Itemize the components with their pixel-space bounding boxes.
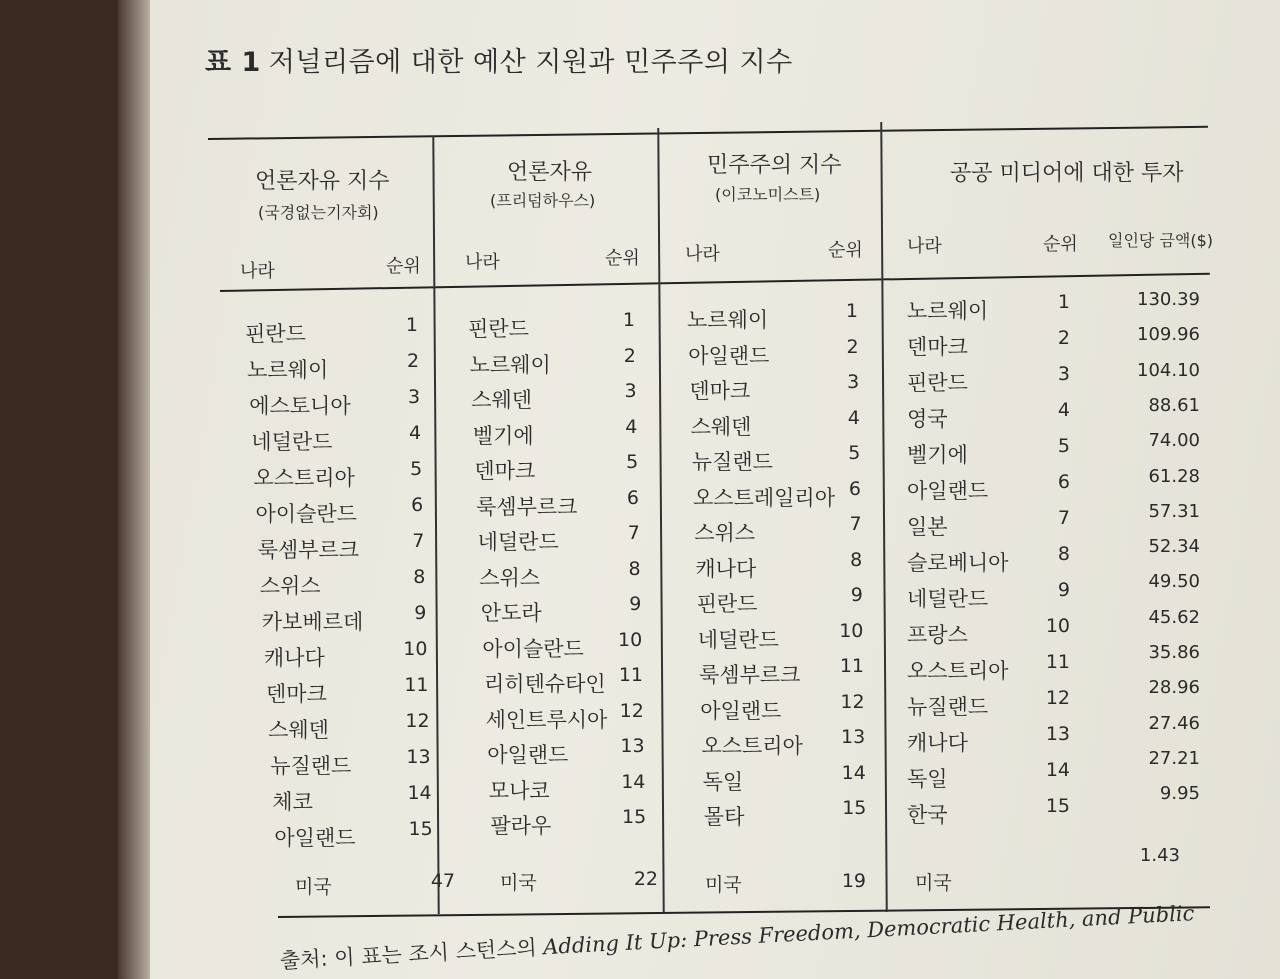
label-amount: 일인당 금액($) xyxy=(1108,231,1214,250)
country-name: 리히텐슈타인 xyxy=(484,672,606,696)
amount-value: 52.34 xyxy=(1148,536,1200,558)
rank-value: 4 xyxy=(409,422,422,444)
rank-value: 6 xyxy=(626,486,639,509)
country-name: 캐나다 xyxy=(695,556,757,581)
rank-value: 9 xyxy=(414,602,427,624)
country-name: 덴마크 xyxy=(474,459,536,483)
rank-value: 15 xyxy=(408,818,433,840)
country-name: 핀란드 xyxy=(696,592,758,616)
country-name: 아일랜드 xyxy=(274,826,356,850)
rank-value: 3 xyxy=(624,380,637,402)
country-name: 덴마크 xyxy=(266,682,327,706)
rank-value: 12 xyxy=(619,699,644,722)
rank-value: 14 xyxy=(621,770,646,793)
country-name: 오스트리아 xyxy=(907,659,1009,683)
country-name: 아일랜드 xyxy=(907,479,989,503)
amount-value: 61.28 xyxy=(1148,465,1200,487)
source-title: Adding It Up: Press Freedom, Democratic Health, and Public xyxy=(542,901,1195,960)
country-name: 스위스 xyxy=(694,521,756,545)
country-name: 에스토니아 xyxy=(249,394,351,418)
country-name: 덴마크 xyxy=(907,335,968,359)
country-name: 아일랜드 xyxy=(487,743,569,767)
rank-value: 14 xyxy=(841,761,866,784)
country-name: 네덜란드 xyxy=(907,587,989,611)
rank-value: 8 xyxy=(628,557,641,580)
rank-value: 5 xyxy=(1057,435,1070,457)
column-header: 언론자유 지수 xyxy=(255,169,390,194)
country-name: 덴마크 xyxy=(689,379,751,403)
country-name: 뉴질랜드 xyxy=(691,450,773,474)
country-name: 스웨덴 xyxy=(690,414,752,439)
rank-value: 3 xyxy=(1057,363,1070,385)
country-name: 팔라우 xyxy=(490,814,552,838)
us-country: 미국 xyxy=(500,872,537,894)
amount-value: 28.96 xyxy=(1148,677,1200,699)
rank-value: 4 xyxy=(847,406,860,429)
rank-value: 1 xyxy=(845,300,858,322)
rank-value: 8 xyxy=(413,566,426,588)
country-name: 카보베르데 xyxy=(261,610,364,634)
country-name: 아이슬란드 xyxy=(482,636,584,661)
rank-value: 10 xyxy=(839,619,864,642)
amount-value: 130.39 xyxy=(1137,289,1200,310)
rank-value: 1 xyxy=(405,314,418,336)
country-name: 일본 xyxy=(907,515,948,539)
country-name: 세인트루시아 xyxy=(485,707,608,732)
country-name: 영국 xyxy=(907,407,948,431)
rank-value: 15 xyxy=(842,797,867,819)
rank-value: 3 xyxy=(847,371,860,393)
country-name: 한국 xyxy=(907,803,948,827)
country-name: 프랑스 xyxy=(907,623,968,647)
amount-value: 9.95 xyxy=(1159,783,1200,805)
label-rank: 순위 xyxy=(1043,234,1078,255)
column-header: 언론자유 xyxy=(507,160,593,185)
country-name: 벨기에 xyxy=(472,423,534,448)
table-title-text: 저널리즘에 대한 예산 지원과 민주주의 지수 xyxy=(268,47,793,78)
country-name: 네덜란드 xyxy=(477,530,559,554)
us-rank: 22 xyxy=(633,868,658,890)
country-name: 독일 xyxy=(907,767,948,791)
rank-value: 6 xyxy=(411,494,424,516)
country-name: 슬로베니아 xyxy=(907,551,1009,575)
us-country: 미국 xyxy=(915,872,952,894)
table-title xyxy=(205,40,793,79)
table-top-rule xyxy=(208,126,1208,140)
rank-value: 14 xyxy=(407,782,432,804)
rank-value: 13 xyxy=(841,726,866,748)
country-name: 스위스 xyxy=(259,574,321,598)
country-name: 네덜란드 xyxy=(697,627,779,652)
rank-value: 6 xyxy=(848,477,861,500)
rank-value: 7 xyxy=(849,513,862,535)
us-country: 미국 xyxy=(705,874,742,896)
rank-value: 12 xyxy=(1045,687,1070,709)
us-amount: 1.43 xyxy=(1139,845,1180,866)
country-name: 노르웨이 xyxy=(907,299,989,323)
country-name: 핀란드 xyxy=(468,317,529,341)
rank-value: 2 xyxy=(846,335,859,358)
column-divider xyxy=(880,122,888,912)
column-subheader: (국경없는기자회) xyxy=(258,203,379,222)
country-name: 캐나다 xyxy=(907,731,968,755)
country-name: 오스트리아 xyxy=(701,734,803,758)
country-name: 스웨덴 xyxy=(471,388,533,412)
amount-value: 27.46 xyxy=(1148,712,1200,734)
rank-value: 11 xyxy=(1045,651,1070,673)
country-name: 뉴질랜드 xyxy=(907,695,989,719)
country-name: 룩셈부르크 xyxy=(476,494,578,519)
rank-value: 9 xyxy=(850,584,863,606)
label-rank: 순위 xyxy=(828,240,863,261)
us-rank: 19 xyxy=(841,870,866,892)
table-header-rule xyxy=(220,273,1210,292)
source-prefix: 출처: 이 표는 조시 스턴스의 xyxy=(279,935,544,973)
rank-value: 13 xyxy=(620,735,645,757)
label-rank: 순위 xyxy=(386,256,421,277)
country-name: 오스트레일리아 xyxy=(693,485,836,510)
us-rank: 47 xyxy=(430,870,455,892)
country-name: 노르웨이 xyxy=(469,352,551,377)
rank-value: 4 xyxy=(1057,399,1070,421)
rank-value: 14 xyxy=(1045,759,1070,781)
rank-value: 7 xyxy=(627,522,640,544)
book-page xyxy=(150,0,1280,979)
amount-value: 57.31 xyxy=(1148,500,1200,522)
country-name: 노르웨이 xyxy=(687,308,769,332)
country-name: 캐나다 xyxy=(263,646,325,670)
country-name: 뉴질랜드 xyxy=(270,754,352,778)
label-country: 나라 xyxy=(685,244,720,265)
rank-value: 12 xyxy=(840,690,865,713)
us-country: 미국 xyxy=(295,876,332,898)
country-name: 네덜란드 xyxy=(251,430,333,454)
amount-value: 104.10 xyxy=(1137,359,1200,381)
rank-value: 5 xyxy=(626,451,639,473)
column-header: 공공 미디어에 대한 투자 xyxy=(950,161,1184,186)
rank-value: 6 xyxy=(1057,471,1070,493)
rank-value: 2 xyxy=(623,344,636,367)
rank-value: 13 xyxy=(1045,723,1070,745)
country-name: 아이슬란드 xyxy=(255,502,357,526)
rank-value: 9 xyxy=(1057,579,1070,601)
country-name: 오스트리아 xyxy=(253,466,355,490)
rank-value: 10 xyxy=(1045,615,1070,637)
country-name: 룩셈부르크 xyxy=(699,663,801,687)
column-subheader: (이코노미스트) xyxy=(715,185,821,204)
rank-value: 1 xyxy=(622,309,635,331)
rank-value: 12 xyxy=(405,710,430,732)
rank-value: 7 xyxy=(412,530,425,552)
rank-value: 8 xyxy=(1057,543,1070,565)
rank-value: 5 xyxy=(848,442,861,464)
country-name: 핀란드 xyxy=(245,322,306,346)
amount-value: 88.61 xyxy=(1148,394,1200,416)
column-divider xyxy=(432,136,439,914)
rank-value: 5 xyxy=(410,458,423,480)
rank-value: 8 xyxy=(850,548,863,571)
rank-value: 10 xyxy=(403,638,428,660)
rank-value: 7 xyxy=(1057,507,1070,529)
country-name: 스웨덴 xyxy=(268,718,329,742)
label-country: 나라 xyxy=(240,261,275,282)
rank-value: 11 xyxy=(839,655,864,677)
column-subheader: (프리덤하우스) xyxy=(490,191,596,210)
country-name: 핀란드 xyxy=(907,371,968,395)
country-name: 안도라 xyxy=(480,601,542,625)
rank-value: 1 xyxy=(1057,291,1070,313)
source-note xyxy=(279,897,1195,975)
rank-value: 13 xyxy=(406,746,431,768)
column-divider xyxy=(657,128,664,912)
amount-value: 35.86 xyxy=(1148,642,1200,663)
rank-value: 15 xyxy=(622,806,647,828)
country-name: 체코 xyxy=(272,790,313,814)
country-name: 노르웨이 xyxy=(247,358,329,382)
amount-value: 109.96 xyxy=(1137,324,1200,346)
rank-value: 2 xyxy=(1057,327,1070,349)
country-name: 아일랜드 xyxy=(700,698,782,723)
country-name: 아일랜드 xyxy=(688,343,770,368)
rank-value: 11 xyxy=(618,664,643,686)
rank-value: 11 xyxy=(404,674,429,696)
country-name: 모나코 xyxy=(488,778,550,803)
amount-value: 49.50 xyxy=(1148,571,1200,593)
rank-value: 2 xyxy=(406,350,420,372)
label-rank: 순위 xyxy=(605,248,640,269)
label-country: 나라 xyxy=(907,236,942,257)
amount-value: 27.21 xyxy=(1148,747,1200,769)
country-name: 몰타 xyxy=(703,805,745,829)
table-number: 표 1 xyxy=(205,47,261,78)
rank-value: 4 xyxy=(625,415,638,438)
rank-value: 9 xyxy=(629,593,642,615)
country-name: 벨기에 xyxy=(907,443,968,467)
country-name: 독일 xyxy=(702,769,744,794)
amount-value: 74.00 xyxy=(1148,430,1200,452)
amount-value: 45.62 xyxy=(1148,606,1200,628)
rank-value: 3 xyxy=(408,386,421,408)
country-name: 스위스 xyxy=(479,565,541,590)
country-name: 룩셈부르크 xyxy=(257,538,360,562)
rank-value: 15 xyxy=(1045,795,1070,817)
rank-value: 10 xyxy=(618,628,643,651)
label-country: 나라 xyxy=(465,252,500,273)
column-header: 민주주의 지수 xyxy=(707,153,842,178)
